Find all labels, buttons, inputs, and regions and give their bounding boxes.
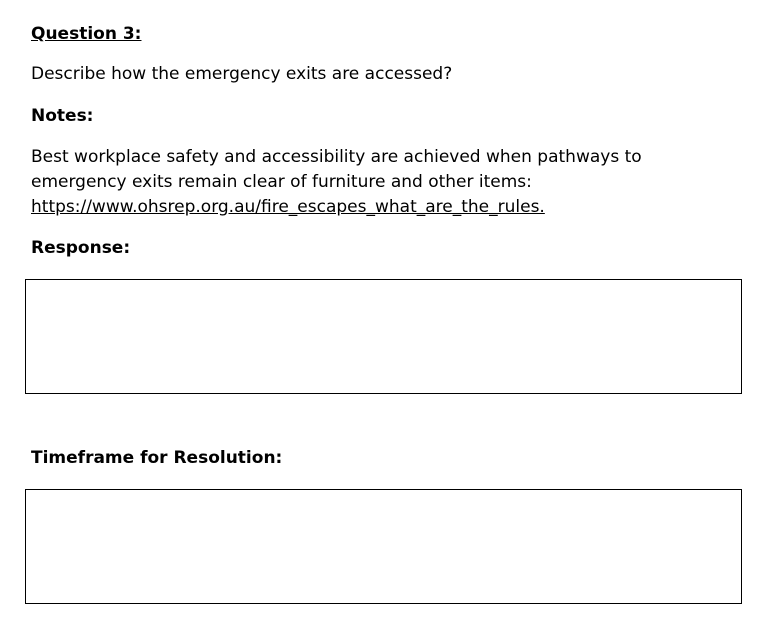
timeframe-label: Timeframe for Resolution: — [31, 448, 283, 468]
response-label: Response: — [31, 238, 131, 258]
notes-line-2: emergency exits remain clear of furniture and other items: — [31, 172, 532, 192]
question-text: Describe how the emergency exits are accessed? — [31, 64, 453, 84]
notes-label: Notes: — [31, 106, 94, 126]
question-title: Question 3: — [31, 24, 142, 44]
timeframe-input[interactable] — [25, 489, 742, 604]
notes-body — [31, 145, 642, 220]
response-input[interactable] — [25, 279, 742, 394]
notes-reference-link[interactable]: https://www.ohsrep.org.au/fire_escapes_what_are_the_rules. — [31, 197, 545, 217]
notes-line-1: Best workplace safety and accessibility are achieved when pathways to — [31, 147, 642, 167]
